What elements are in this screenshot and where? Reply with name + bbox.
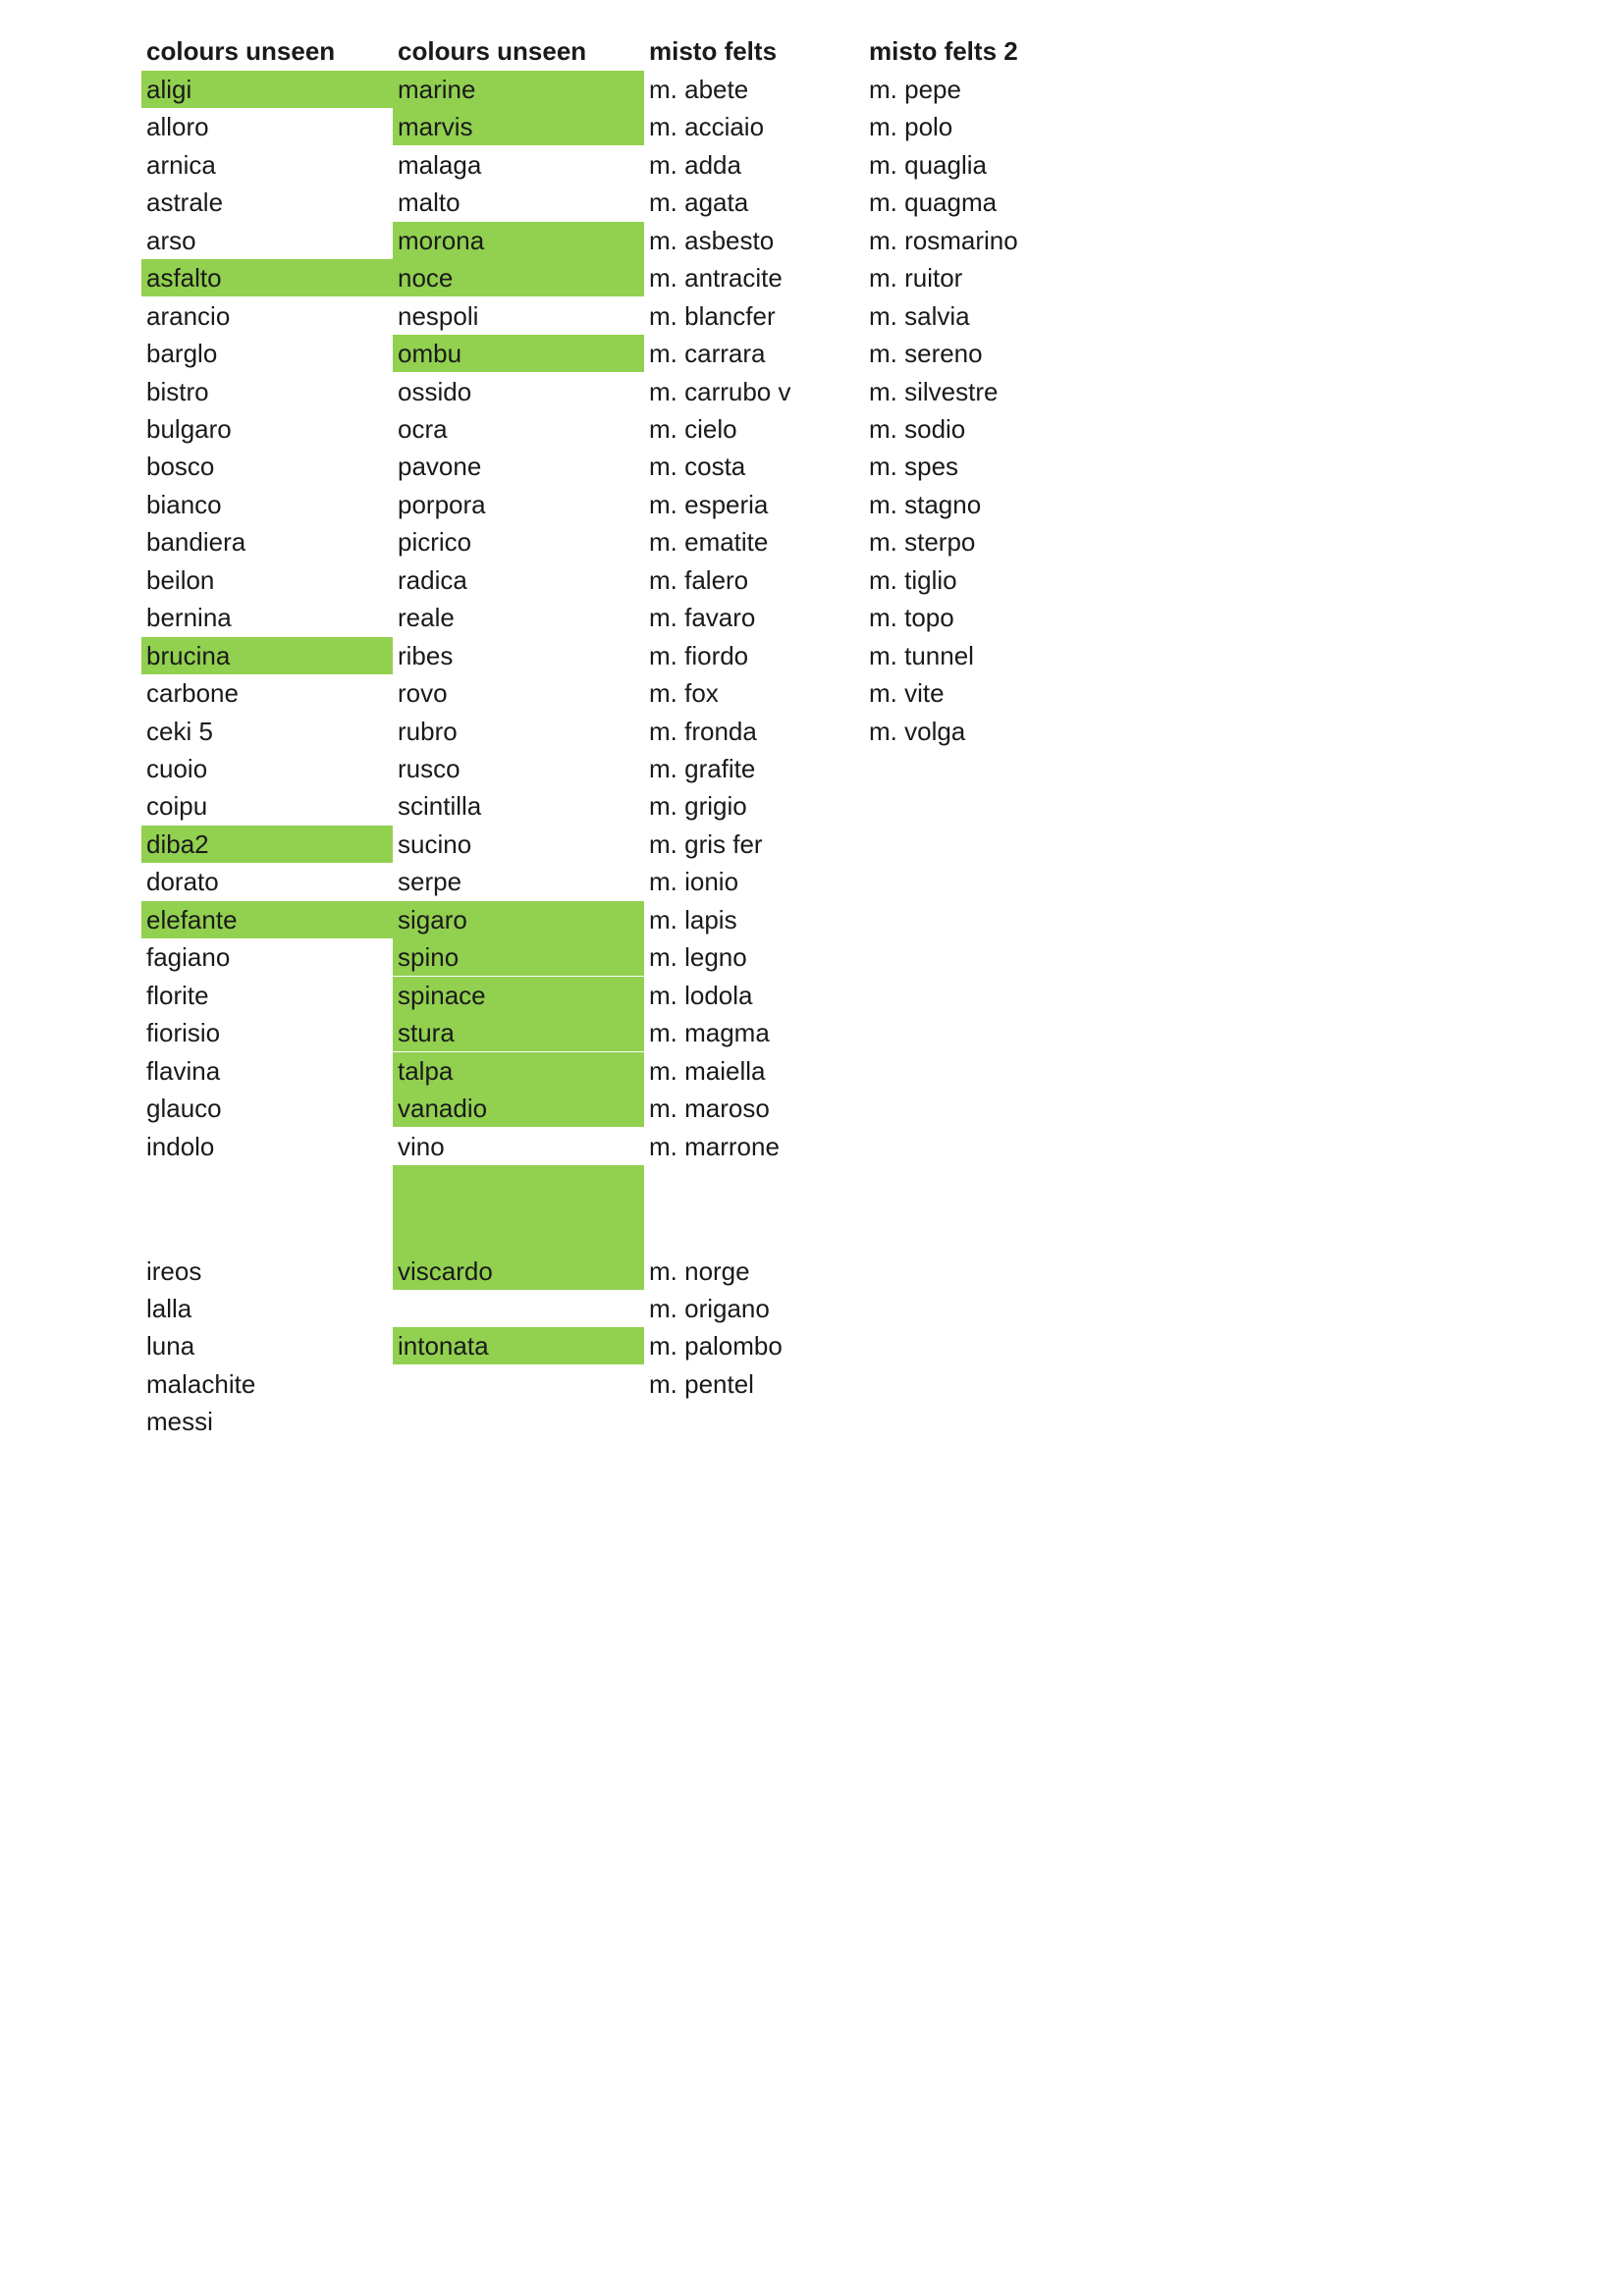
- table-cell: pavone: [398, 452, 482, 481]
- table-cell: m. salvia: [869, 301, 970, 331]
- highlighted-cell: spinace: [393, 977, 644, 1014]
- table-cell: malto: [398, 187, 460, 217]
- highlighted-cell: brucina: [141, 637, 393, 674]
- highlighted-cell: viscardo: [393, 1165, 644, 1290]
- table-cell: m. falero: [649, 565, 749, 595]
- table-cell: arancio: [146, 301, 231, 331]
- table-cell: m. maroso: [649, 1094, 770, 1123]
- table-cell: radica: [398, 565, 467, 595]
- table-cell: sucino: [398, 829, 472, 859]
- table-cell: m. volga: [869, 717, 966, 746]
- table-cell: [644, 1403, 864, 1440]
- table-cell: m. silvestre: [869, 377, 999, 406]
- highlighted-cell: sigaro: [393, 901, 644, 938]
- table-cell: [393, 1365, 644, 1403]
- table-cell: ireos: [146, 1256, 202, 1286]
- highlighted-cell: vanadio: [393, 1090, 644, 1127]
- table-cell: m. quaglia: [869, 150, 987, 180]
- table-cell: m. ematite: [649, 527, 769, 557]
- table-cell: m. carrara: [649, 339, 766, 368]
- table-cell: m. agata: [649, 187, 749, 217]
- table-cell: m. fox: [649, 678, 719, 708]
- table-cell: bistro: [146, 377, 209, 406]
- table-cell: m. marrone: [649, 1132, 780, 1161]
- table-cell: m. pepe: [869, 75, 961, 104]
- table-cell: m. tunnel: [869, 641, 974, 670]
- table-cell: barglo: [146, 339, 218, 368]
- table-cell: m. acciaio: [649, 112, 765, 141]
- table-cell: m. antracite: [649, 263, 783, 293]
- table-cell: rubro: [398, 717, 458, 746]
- table-cell: m. lodola: [649, 981, 753, 1010]
- table-cell: m. esperia: [649, 490, 769, 519]
- column-header: misto felts 2: [869, 36, 1018, 66]
- table-cell: bulgaro: [146, 414, 232, 444]
- table-cell: florite: [146, 981, 209, 1010]
- table-cell: m. rosmarino: [869, 226, 1018, 255]
- table-cell: fiorisio: [146, 1018, 221, 1047]
- highlighted-cell: intonata: [393, 1327, 644, 1364]
- table-cell: m. abete: [649, 75, 749, 104]
- table-cell: m. pentel: [649, 1369, 754, 1399]
- highlighted-cell: ombu: [393, 335, 644, 372]
- table-cell: alloro: [146, 112, 209, 141]
- table-cell: m. sodio: [869, 414, 966, 444]
- table-cell: m. grigio: [649, 791, 747, 821]
- table-cell: rusco: [398, 754, 460, 783]
- table-cell: rovo: [398, 678, 448, 708]
- column-header: colours unseen: [146, 36, 336, 66]
- table-cell: m. polo: [869, 112, 953, 141]
- table-cell: picrico: [398, 527, 472, 557]
- table-cell: m. palombo: [649, 1331, 783, 1361]
- table-cell: m. norge: [649, 1256, 750, 1286]
- table-cell: m. adda: [649, 150, 741, 180]
- table-cell: cuoio: [146, 754, 208, 783]
- table-cell: m. favaro: [649, 603, 756, 632]
- table-cell: nespoli: [398, 301, 479, 331]
- table-cell: m. costa: [649, 452, 746, 481]
- table-cell: dorato: [146, 867, 219, 896]
- highlighted-cell: morona: [393, 222, 644, 259]
- highlighted-cell: noce: [393, 259, 644, 296]
- table-cell: m. tiglio: [869, 565, 957, 595]
- table-cell: m. carrubo v: [649, 377, 791, 406]
- table-cell: m. grafite: [649, 754, 756, 783]
- table-cell: m. topo: [869, 603, 954, 632]
- table-cell: m. fiordo: [649, 641, 749, 670]
- table-cell: ossido: [398, 377, 472, 406]
- table-cell: m. fronda: [649, 717, 757, 746]
- table-cell: indolo: [146, 1132, 215, 1161]
- highlighted-cell: elefante: [141, 901, 393, 938]
- table-cell: m. spes: [869, 452, 959, 481]
- table-cell: arso: [146, 226, 196, 255]
- table-cell: porpora: [398, 490, 486, 519]
- table-cell: bosco: [146, 452, 215, 481]
- table-cell: messi: [146, 1407, 213, 1436]
- table-cell: malachite: [146, 1369, 256, 1399]
- table-cell: carbone: [146, 678, 239, 708]
- table-cell: [393, 1290, 644, 1327]
- table-cell: m. stagno: [869, 490, 982, 519]
- table-cell: ribes: [398, 641, 454, 670]
- table-cell: m. lapis: [649, 905, 737, 934]
- table-cell: [393, 1403, 644, 1440]
- highlighted-cell: asfalto: [141, 259, 393, 296]
- table-cell: malaga: [398, 150, 482, 180]
- highlighted-cell: diba2: [141, 826, 393, 863]
- table-cell: coipu: [146, 791, 208, 821]
- table-cell: bandiera: [146, 527, 246, 557]
- table-cell: m. ruitor: [869, 263, 963, 293]
- table-cell: m. magma: [649, 1018, 770, 1047]
- table-cell: ocra: [398, 414, 448, 444]
- table-cell: lalla: [146, 1294, 192, 1323]
- column-header: misto felts: [649, 36, 778, 66]
- highlighted-cell: spino: [393, 938, 644, 976]
- table-cell: bianco: [146, 490, 222, 519]
- table-cell: beilon: [146, 565, 215, 595]
- table-cell: m. ionio: [649, 867, 739, 896]
- table-cell: glauco: [146, 1094, 222, 1123]
- table-cell: scintilla: [398, 791, 482, 821]
- table-cell: m. blancfer: [649, 301, 776, 331]
- table-cell: m. legno: [649, 942, 747, 972]
- table-cell: m. cielo: [649, 414, 737, 444]
- table-cell: astrale: [146, 187, 224, 217]
- column-header: colours unseen: [398, 36, 587, 66]
- table-cell: fagiano: [146, 942, 231, 972]
- table-cell: m. vite: [869, 678, 945, 708]
- table-cell: flavina: [146, 1056, 221, 1086]
- table-cell: m. sterpo: [869, 527, 976, 557]
- table-cell: m. asbesto: [649, 226, 775, 255]
- table-cell: luna: [146, 1331, 195, 1361]
- table-cell: m. quagma: [869, 187, 998, 217]
- table-cell: reale: [398, 603, 455, 632]
- highlighted-cell: talpa: [393, 1052, 644, 1090]
- table-cell: m. sereno: [869, 339, 983, 368]
- highlighted-cell: marvis: [393, 108, 644, 145]
- table-cell: bernina: [146, 603, 232, 632]
- table-cell: m. gris fer: [649, 829, 763, 859]
- highlighted-cell: stura: [393, 1014, 644, 1051]
- table-cell: m. origano: [649, 1294, 770, 1323]
- highlighted-cell: aligi: [141, 71, 393, 108]
- table-cell: vino: [398, 1132, 445, 1161]
- table-cell: serpe: [398, 867, 462, 896]
- table-cell: arnica: [146, 150, 216, 180]
- highlighted-cell: marine: [393, 71, 644, 108]
- table-cell: ceki 5: [146, 717, 213, 746]
- table-cell: m. maiella: [649, 1056, 766, 1086]
